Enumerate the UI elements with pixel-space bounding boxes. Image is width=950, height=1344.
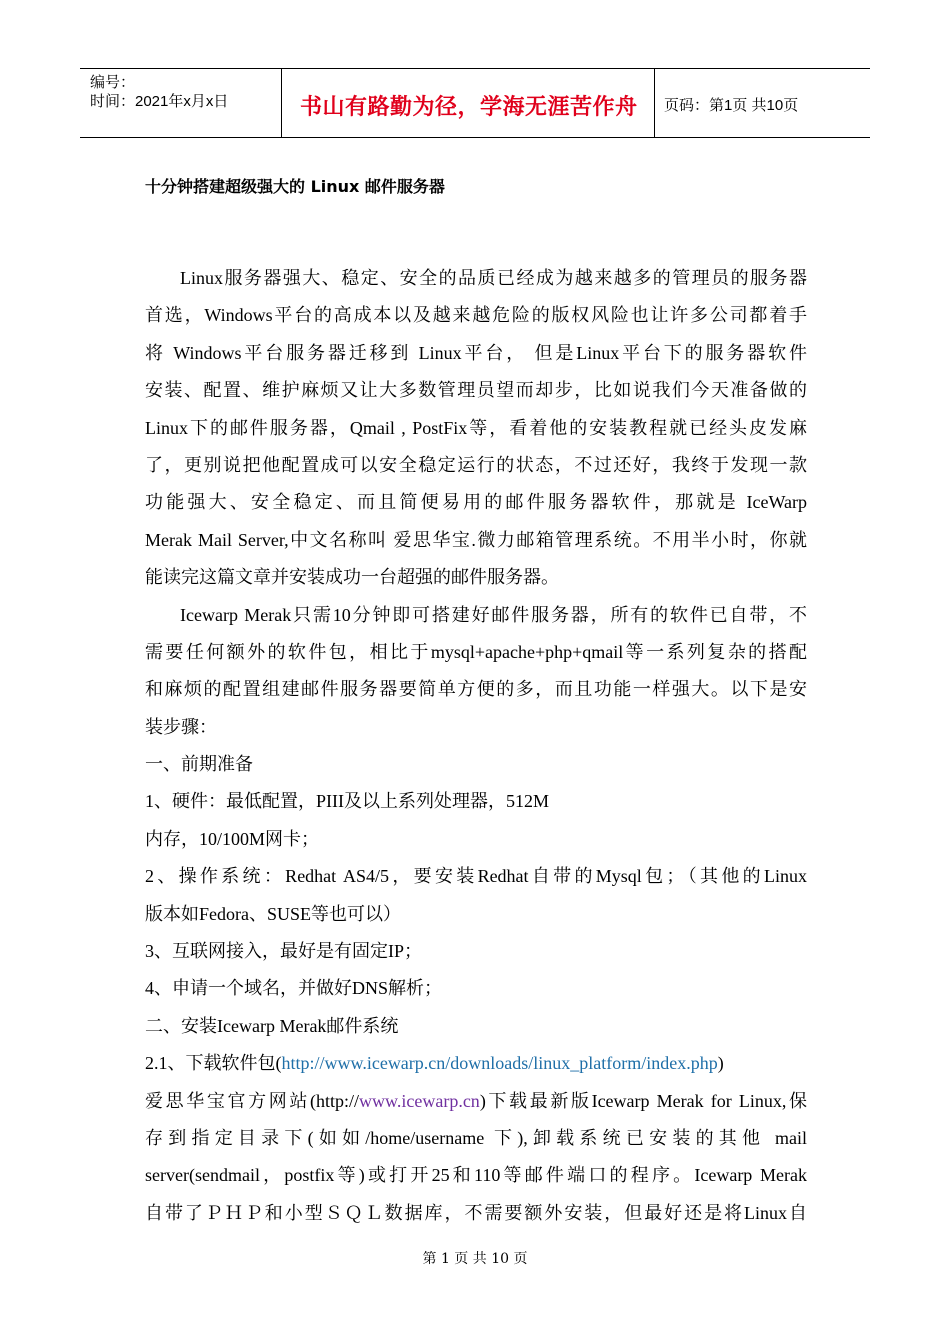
header-meta <box>80 69 282 137</box>
document-body <box>145 260 807 1232</box>
page-footer: 第 1 页 共 10 页 <box>422 1251 528 1267</box>
paragraph-line: 装步骤： <box>145 716 217 737</box>
header-page-cell <box>655 69 870 137</box>
paragraph-line: 首选，Windows平台的高成本以及越来越危险的版权风险也让许多公司都着手 <box>145 305 807 326</box>
list-item: 内存，10/100M网卡； <box>145 828 320 849</box>
site-prefix: 爱思华宝官方网站(http:// <box>145 1090 360 1111</box>
paragraph-line: 和麻烦的配置组建邮件服务器要简单方便的多，而且功能一样强大。以下是安 <box>145 679 807 700</box>
list-item: 版本如Fedora、SUSE等也可以） <box>145 903 401 924</box>
paragraph-line: 自带了ＰＨＰ和小型ＳＱＬ数据库，不需要额外安装，但最好还是将Linux自 <box>145 1202 807 1223</box>
paragraph-line: 安装、配置、维护麻烦又让大多数管理员望而却步，比如说我们今天准备做的 <box>145 380 807 401</box>
paragraph-line: Icewarp Merak只需10分钟即可搭建好邮件服务器，所有的软件已自带，不 <box>180 604 807 625</box>
motto: 书山有路勤为径，学海无涯苦作舟 <box>300 95 638 120</box>
paragraph-line: Linux服务器强大、稳定、安全的品质已经成为越来越多的管理员的服务器 <box>180 268 807 288</box>
section-heading: 一、前期准备 <box>145 754 253 775</box>
download-prefix: 2.1、下载软件包( <box>145 1053 282 1074</box>
paragraph-line: 将 Windows平台服务器迁移到 Linux平台， 但是Linux平台下的服务器软件 <box>145 342 807 363</box>
list-item: 3、互联网接入，最好是有固定IP； <box>145 941 423 962</box>
site-suffix: )下载最新版Icewarp Merak for Linux,保 <box>479 1090 807 1111</box>
document-title: 十分钟搭建超级强大的 Linux 邮件服务器 <box>145 177 445 196</box>
header-motto-cell <box>282 69 655 137</box>
header-table <box>80 68 870 138</box>
paragraph-line: Linux下的邮件服务器，Qmail , PostFix等，看着他的安装教程就已经头皮发麻 <box>145 417 807 438</box>
paragraph-line: 存到指定目录下(如如/home/username 下),卸载系统已安装的其他 mail <box>145 1127 807 1148</box>
download-suffix: ) <box>717 1053 724 1074</box>
list-item: 1、硬件：最低配置，PIII及以上系列处理器，512M <box>145 791 549 812</box>
list-item: 4、申请一个域名，并做好DNS解析； <box>145 978 443 999</box>
site-link[interactable]: www.icewarp.cn <box>359 1090 480 1111</box>
number-label: 编号： <box>90 74 136 91</box>
paragraph-line: Merak Mail Server,中文名称叫 爱思华宝.微力邮箱管理系统。不用半小时，你就 <box>145 529 807 550</box>
section-heading: 二、安装Icewarp Merak邮件系统 <box>145 1015 399 1036</box>
list-item: 2、操作系统：Redhat AS4/5，要安装Redhat自带的Mysql包；（其他的Linux <box>145 866 807 887</box>
download-line <box>145 1045 807 1082</box>
paragraph-line: server(sendmail，postfix等)或打开25和110等邮件端口的程序。Icewarp Merak <box>145 1165 807 1186</box>
paragraph-line: 了，更别说把他配置成可以安全稳定运行的状态，不过还好，我终于发现一款 <box>145 454 807 475</box>
page-info: 页码：第1页 共10页 <box>664 97 799 114</box>
paragraph-line: 功能强大、安全稳定、而且简便易用的邮件服务器软件，那就是 IceWarp <box>145 492 807 513</box>
paragraph-line: 能读完这篇文章并安装成功一台超强的邮件服务器。 <box>145 567 559 588</box>
download-link[interactable]: http://www.icewarp.cn/downloads/linux_platform/index.php <box>281 1053 718 1074</box>
time-label: 时间：2021年x月x日 <box>90 93 229 110</box>
paragraph-line: 需要任何额外的软件包，相比于mysql+apache+php+qmail等一系列复杂的搭配 <box>145 641 807 662</box>
site-line <box>145 1083 807 1120</box>
